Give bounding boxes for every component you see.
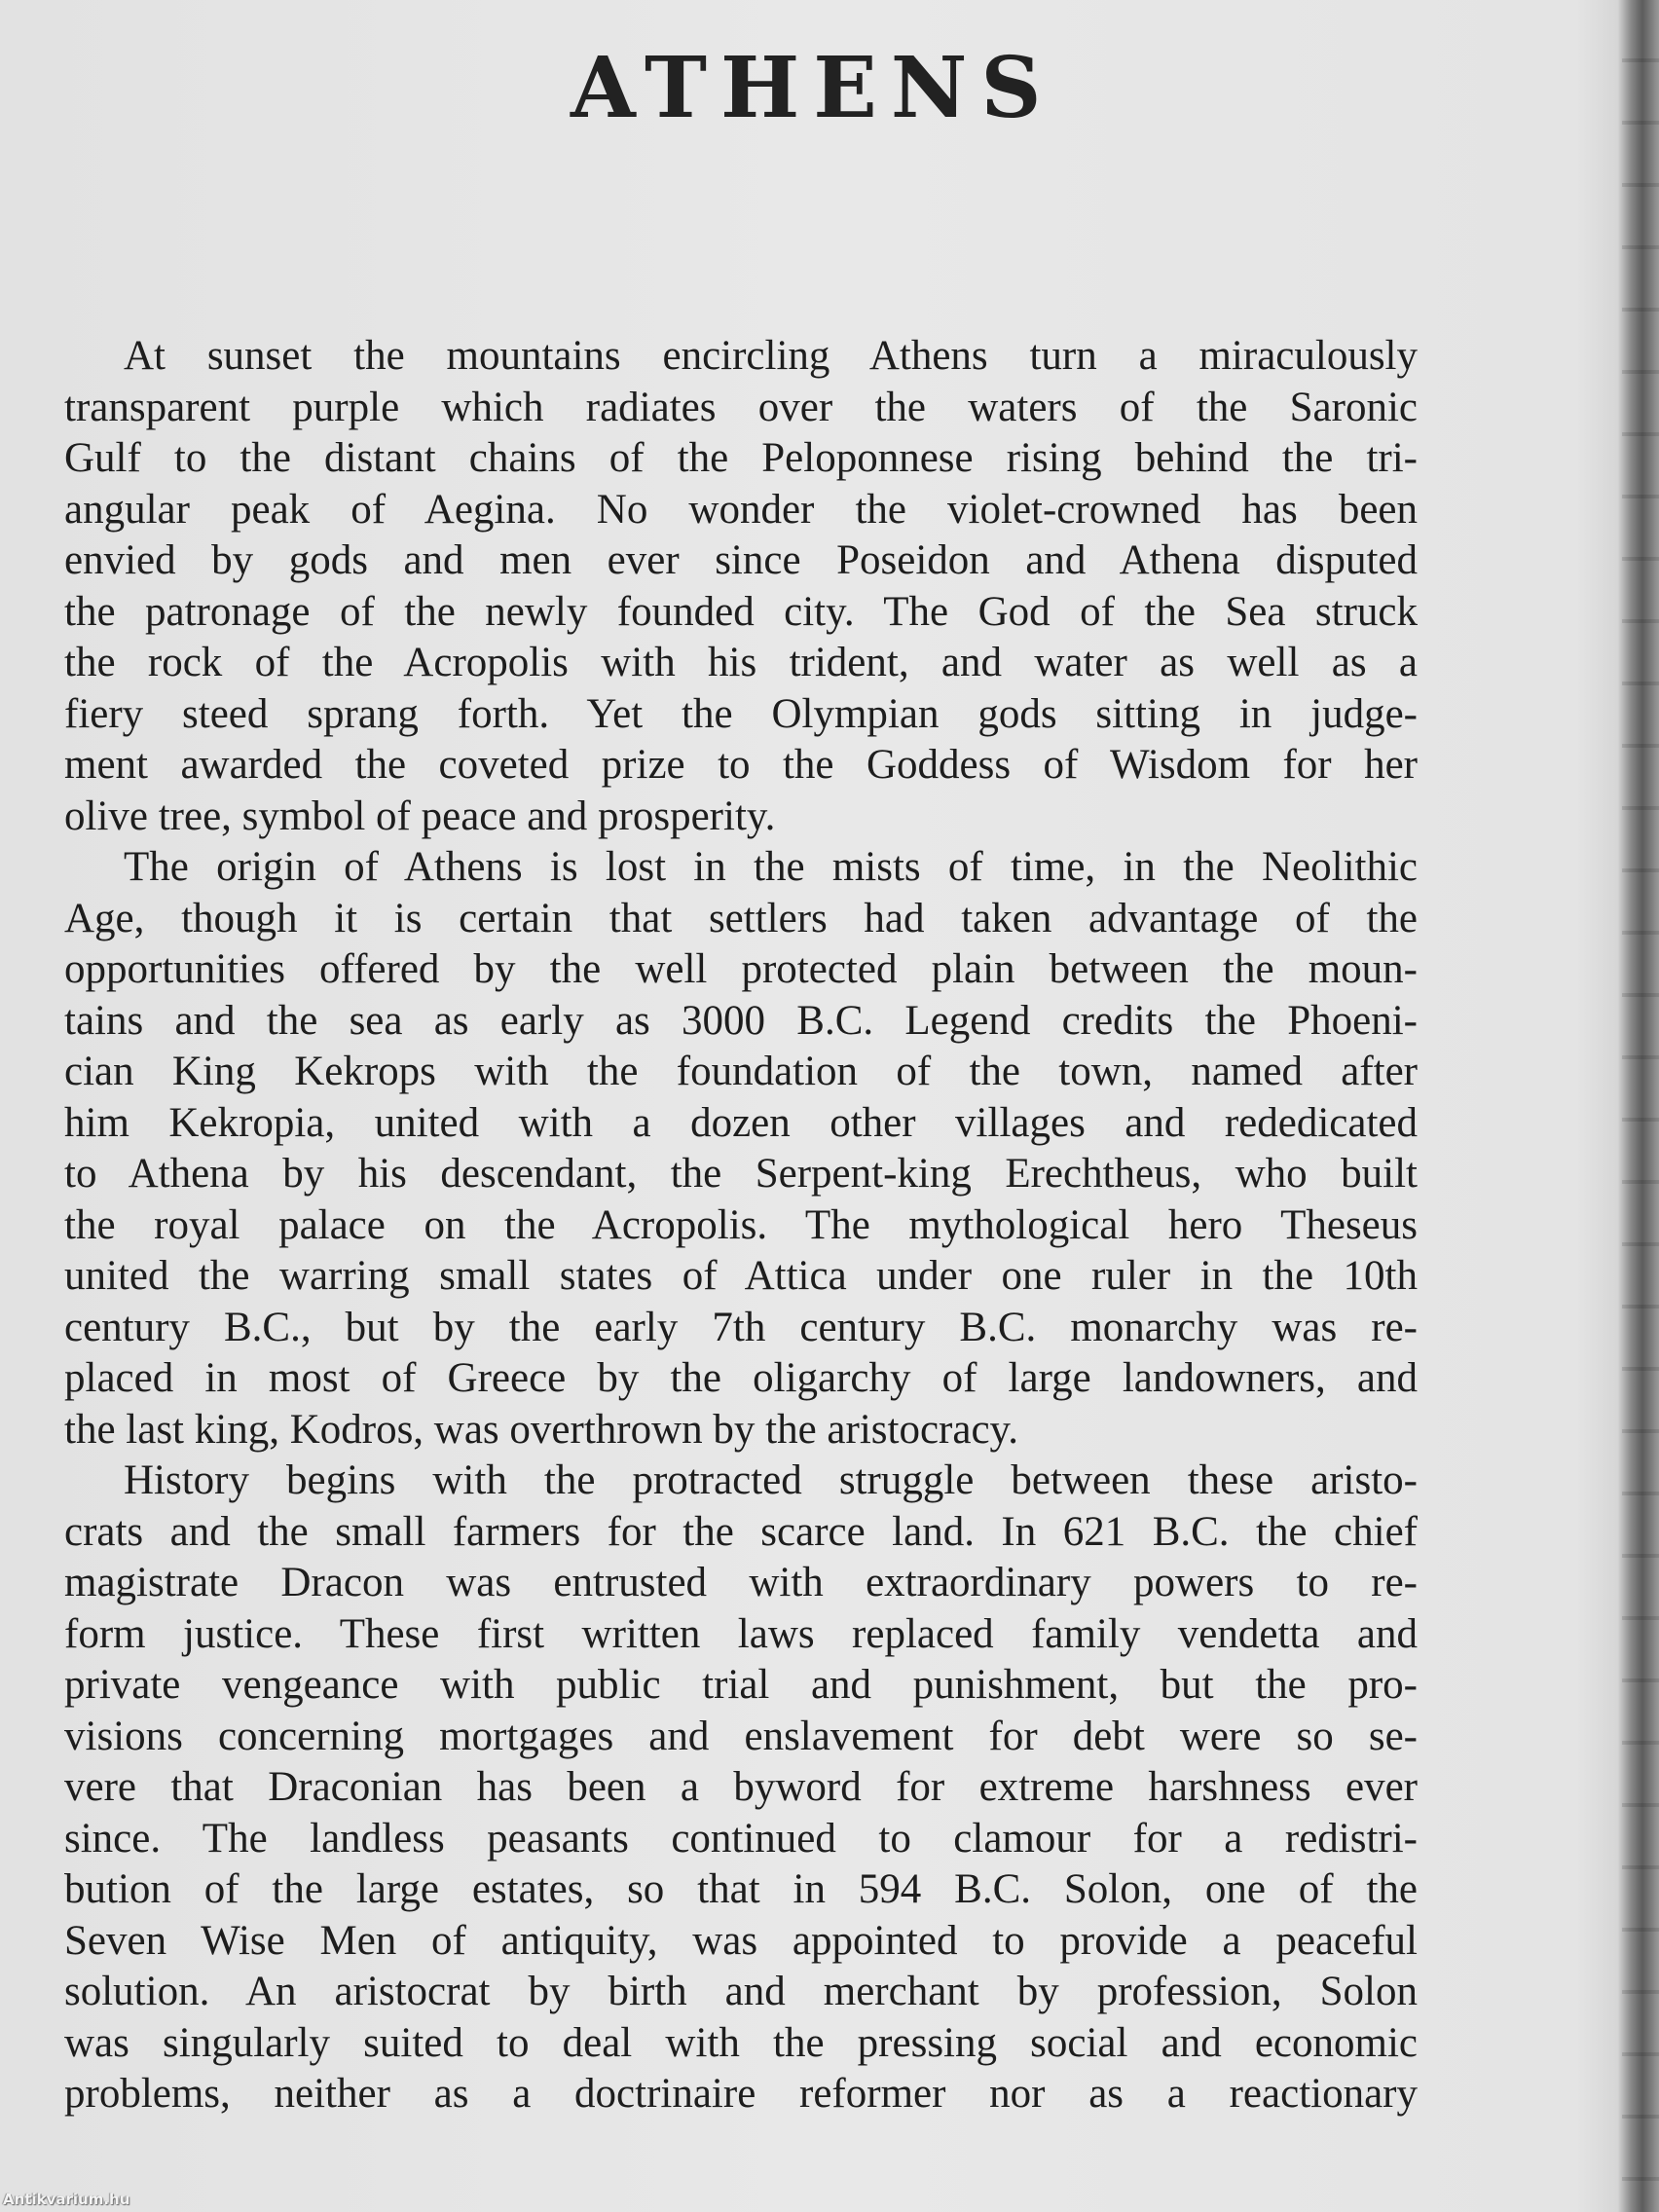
text-line: transparent purple which radiates over the waters of the Saronic (64, 384, 1418, 430)
text-line: the royal palace on the Acropolis. The mythological hero Theseus (64, 1201, 1418, 1248)
text-line: olive tree, symbol of peace and prosperity. (64, 793, 776, 839)
text-line: private vengeance with public trial and punishment, but the pro- (64, 1662, 1418, 1708)
text-line: History begins with the protracted struggle between these aristo- (124, 1457, 1418, 1503)
text-line: envied by gods and men ever since Poseidon and Athena disputed (64, 537, 1418, 583)
text-line: the last king, Kodros, was overthrown by the aristocracy. (64, 1406, 1018, 1453)
text-line: united the warring small states of Attica under one ruler in the 10th (64, 1253, 1418, 1299)
text-line: since. The landless peasants continued to clamour for a redistri- (64, 1815, 1418, 1862)
text-line: crats and the small farmers for the scarce land. In 621 B.C. the chief (64, 1508, 1418, 1555)
paragraph (64, 1456, 1418, 2120)
text-line: century B.C., but by the early 7th century B.C. monarchy was re- (64, 1304, 1418, 1350)
watermark: Antikvarium.hu (3, 2191, 130, 2208)
text-line: Age, though it is certain that settlers had taken advantage of the (64, 895, 1418, 941)
text-line: ment awarded the coveted prize to the Goddess of Wisdom for her (64, 742, 1418, 788)
text-line: problems, neither as a doctrinaire reformer nor as a reactionary (64, 2071, 1418, 2117)
text-line: solution. An aristocrat by birth and merchant by profession, Solon (64, 1969, 1418, 2014)
text-line: Seven Wise Men of antiquity, was appointed to provide a peaceful (64, 1917, 1418, 1964)
text-line: him Kekropia, united with a dozen other villages and rededicated (64, 1099, 1418, 1146)
text-line: visions concerning mortgages and enslavement for debt were so se- (64, 1713, 1418, 1759)
text-line: vere that Draconian has been a byword for extreme harshness ever (64, 1764, 1418, 1810)
text-line: placed in most of Greece by the oligarchy of large landowners, and (64, 1355, 1418, 1401)
page-title: ATHENS (571, 39, 1055, 137)
text-line: the patronage of the newly founded city. The God of the Sea struck (64, 588, 1418, 635)
text-line: the rock of the Acropolis with his trident, and water as well as a (64, 640, 1418, 685)
text-line: fiery steed sprang forth. Yet the Olympian gods sitting in judge- (64, 690, 1418, 737)
text-line: was singularly suited to deal with the pressing social and economic (64, 2019, 1418, 2066)
text-line: form justice. These first written laws replaced family vendetta and (64, 1610, 1418, 1657)
body-text (64, 331, 1418, 2120)
text-line: Gulf to the distant chains of the Peloponnese rising behind the tri- (64, 435, 1418, 481)
paragraph (64, 331, 1418, 842)
text-line: opportunities offered by the well protected plain between the moun- (64, 946, 1418, 992)
text-line: At sunset the mountains encircling Athens turn a miraculously (124, 333, 1418, 379)
text-line: angular peak of Aegina. No wonder the violet-crowned has been (64, 486, 1418, 533)
paragraph (64, 842, 1418, 1456)
book-spine-edge (1622, 0, 1659, 2212)
text-line: bution of the large estates, so that in 594 B.C. Solon, one of the (64, 1866, 1418, 1912)
text-line: to Athena by his descendant, the Serpent-king Erechtheus, who built (64, 1151, 1418, 1197)
text-line: tains and the sea as early as 3000 B.C. Legend credits the Phoeni- (64, 997, 1418, 1044)
text-line: cian King Kekrops with the foundation of the town, named after (64, 1049, 1418, 1094)
text-line: The origin of Athens is lost in the mists of time, in the Neolithic (124, 844, 1418, 890)
text-line: magistrate Dracon was entrusted with extraordinary powers to re- (64, 1560, 1418, 1605)
